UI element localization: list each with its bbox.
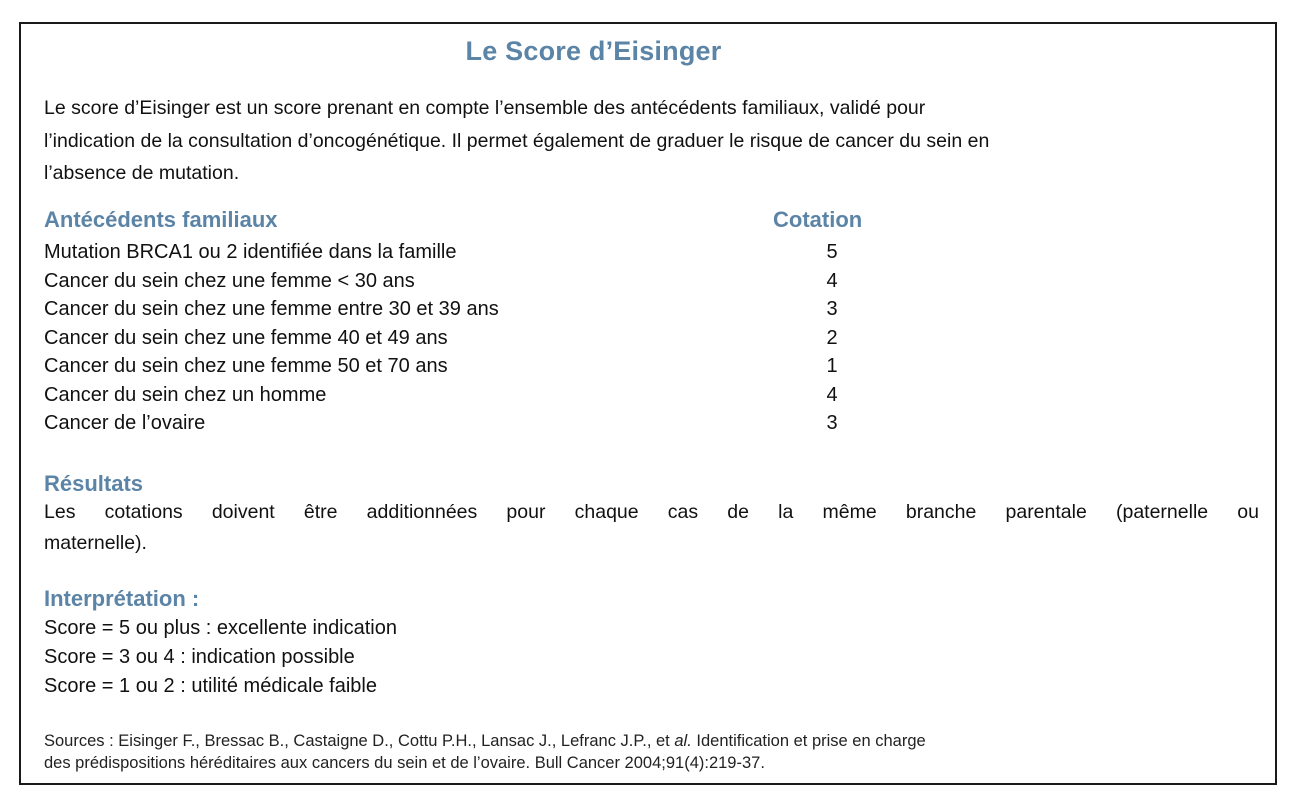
results-heading: Résultats — [44, 471, 144, 496]
row-label: Cancer du sein chez une femme 40 et 49 ans — [44, 326, 448, 349]
interpretation-heading: Interprétation : — [44, 586, 200, 611]
sources-line — [44, 730, 1259, 752]
table-row — [44, 381, 944, 410]
row-value: 1 — [826, 355, 838, 377]
sources-text: Sources : Eisinger F., Bressac B., Castaigne D., Cottu P.H., Lansac J., Lefranc J.P., et — [44, 732, 675, 750]
table-row — [44, 267, 944, 296]
sources-italic-al: al. — [674, 732, 692, 750]
table-row — [44, 238, 944, 267]
table-row — [44, 352, 944, 381]
interpretation-line: Score = 5 ou plus : excellente indication — [44, 617, 397, 639]
intro-paragraph — [44, 92, 1259, 190]
row-value: 3 — [826, 298, 838, 320]
row-label: Mutation BRCA1 ou 2 identifiée dans la famille — [44, 241, 457, 263]
score-table — [44, 238, 944, 438]
row-label: Cancer du sein chez une femme entre 30 et 39 ans — [44, 298, 499, 320]
page-title: Le Score d’Eisinger — [465, 36, 722, 66]
row-label: Cancer du sein chez une femme 50 et 70 ans — [44, 355, 448, 377]
sources-text: Identification et prise en charge — [691, 732, 926, 750]
document-frame — [19, 22, 1277, 785]
row-value: 2 — [826, 326, 838, 349]
intro-line: l’absence de mutation. — [44, 162, 240, 184]
row-label: Cancer du sein chez un homme — [44, 383, 327, 406]
table-row — [44, 409, 944, 438]
table-row — [44, 295, 944, 324]
results-line: Les cotations doivent être additionnées pour chaque cas de la même branche parentale (paternelle ou — [44, 501, 1259, 523]
sources-citation — [44, 730, 1259, 774]
row-value: 3 — [826, 412, 838, 434]
intro-line: Le score d’Eisinger est un score prenant en compte l’ensemble des antécédents familiaux, validé pour — [44, 97, 926, 119]
interpretation-line: Score = 3 ou 4 : indication possible — [44, 646, 355, 668]
table-row — [44, 324, 944, 353]
row-value: 4 — [826, 269, 838, 292]
sources-line: des prédispositions héréditaires aux cancers du sein et de l’ovaire. Bull Cancer 2004;91(4):219-37. — [44, 754, 765, 772]
row-label: Cancer du sein chez une femme < 30 ans — [44, 269, 415, 292]
row-value: 5 — [826, 241, 838, 263]
score-table-header — [44, 207, 944, 235]
column-header-antecedents: Antécédents familiaux — [44, 207, 278, 232]
intro-line: l’indication de la consultation d’oncogénétique. Il permet également de graduer le risque de cancer du sein en — [44, 129, 990, 152]
row-value: 4 — [826, 383, 838, 406]
results-line: maternelle). — [44, 532, 147, 554]
column-header-cotation: Cotation — [773, 207, 863, 232]
results-paragraph — [44, 497, 1259, 559]
interpretation-line: Score = 1 ou 2 : utilité médicale faible — [44, 675, 377, 697]
interpretation-list — [44, 614, 397, 701]
row-label: Cancer de l’ovaire — [44, 412, 206, 434]
